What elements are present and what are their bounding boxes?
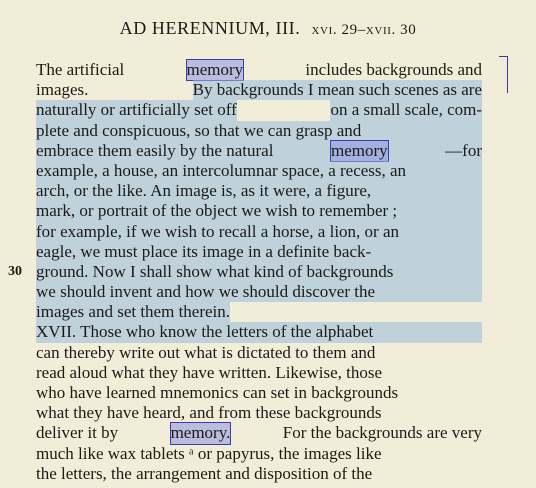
memory-search-match[interactable]: memory	[186, 60, 244, 79]
margin-bracket-annotation	[499, 56, 508, 93]
text-line: the letters, the arrangement and disposition of the	[36, 463, 373, 483]
text-line: The artificial memory includes backgrounds and	[36, 60, 482, 79]
text-line: example, a house, an intercolumnar space, a recess, an	[36, 161, 482, 181]
text-line: we should invent and how we should discover the	[36, 282, 482, 302]
text-line: embrace them easily by the natural memory —for	[36, 140, 482, 160]
text-line: 30 ground. Now I shall show what kind of backgrounds	[36, 262, 482, 282]
text-line: can thereby write out what is dictated to them and	[36, 342, 376, 362]
text-line: what they have heard, and from these backgrounds	[36, 403, 382, 423]
text-line: XVII. Those who know the letters of the alphabet	[36, 322, 482, 342]
text-line: for example, if we wish to recall a horse, a lion, or an	[36, 222, 482, 242]
text-line: read aloud what they have written. Likewise, those	[36, 362, 383, 382]
text-line: images and set them therein.	[36, 302, 231, 322]
text-line: arch, or the like. An image is, as it were, a figure,	[36, 181, 482, 201]
text-line: deliver it by memory. For the backgrounds are very	[36, 423, 482, 443]
page-header	[0, 18, 536, 39]
text-line: who have learned mnemonics can set in backgrounds	[36, 383, 399, 402]
text-line: eagle, we must place its image in a definite back-	[36, 242, 482, 262]
header-title: AD HERENNIUM, III.	[119, 18, 301, 38]
memory-search-match[interactable]: memory.	[170, 423, 231, 443]
memory-search-match[interactable]: memory	[330, 140, 388, 160]
line-number: 30	[8, 263, 22, 279]
header-reference: xvi. 29–xvii. 30	[311, 22, 417, 38]
text-line: mark, or portrait of the object we wish to remember ;	[36, 201, 482, 221]
page-body	[8, 60, 482, 484]
text-line: plete and conspicuous, so that we can grasp and	[36, 121, 482, 141]
text-line: naturally or artificially set off on a small scale, com-	[36, 100, 482, 120]
text-line: images. By backgrounds I mean such scenes as are	[36, 80, 482, 100]
text-line: much like wax tablets ᵃ or papyrus, the images like	[36, 443, 382, 463]
